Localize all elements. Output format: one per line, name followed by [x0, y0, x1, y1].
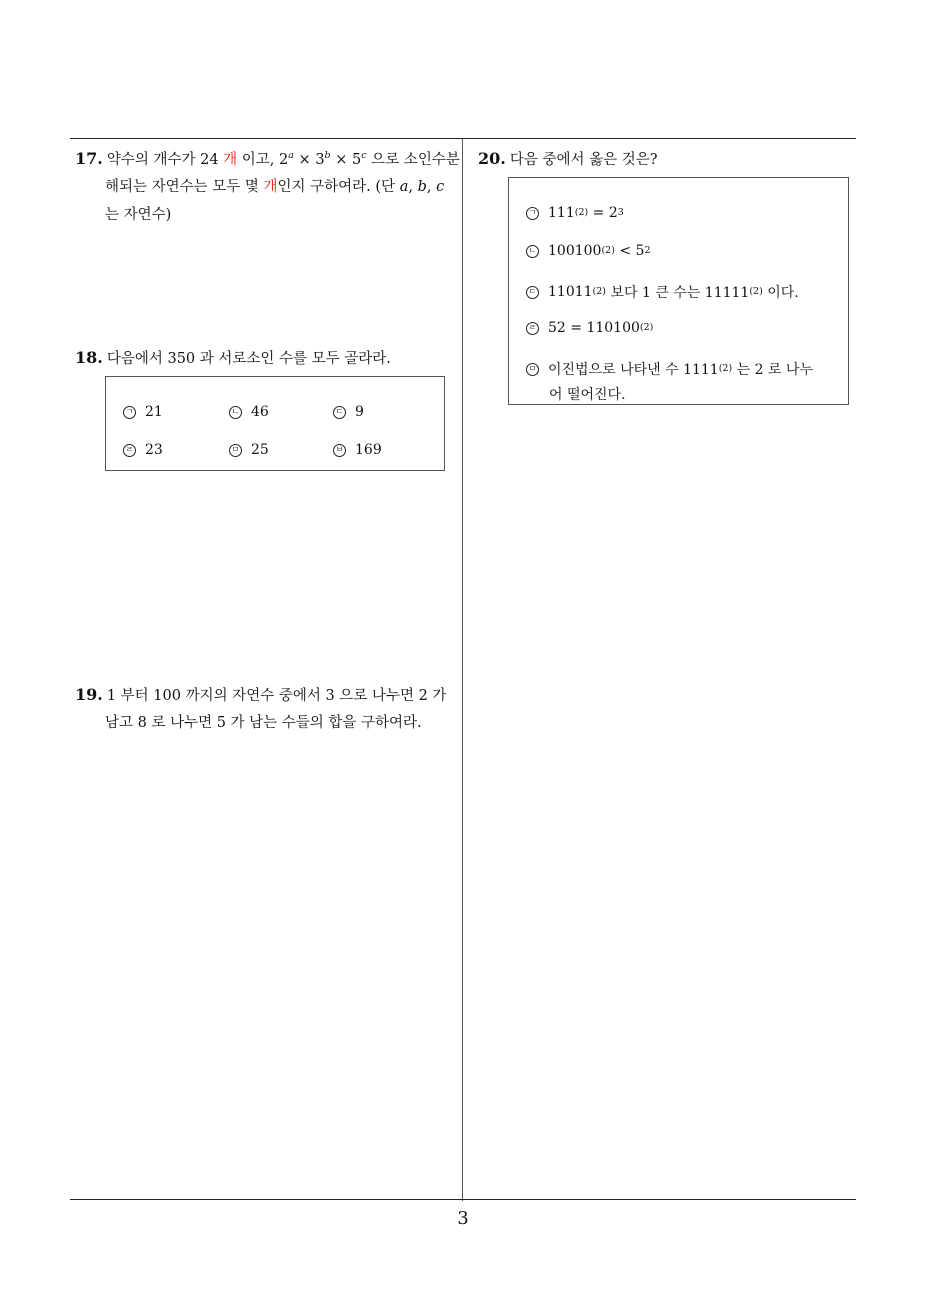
- q20-text: 다음 중에서 옳은 것은?: [509, 152, 658, 168]
- q17-text-2: 해되는 자연수는 모두 몇: [105, 179, 264, 195]
- circled-mark-icon: ㄹ: [526, 322, 539, 335]
- q20-choice-5-cont: 어 떨어진다.: [549, 387, 626, 403]
- question-number: 20.: [478, 149, 506, 168]
- circled-mark-icon: ㄱ: [526, 207, 539, 220]
- q17-highlight-1: 개: [223, 152, 238, 168]
- circled-mark-icon: ㄴ: [229, 406, 242, 419]
- circled-mark-icon: ㅂ: [333, 444, 346, 457]
- q18-choice-4: ㄹ 23: [123, 442, 163, 458]
- q19-text-2: 남고 8 로 나누면 5 가 남는 수들의 합을 구하여라.: [105, 715, 422, 731]
- circled-mark-icon: ㄷ: [526, 286, 539, 299]
- question-number: 17.: [75, 149, 103, 168]
- question-19: [75, 681, 460, 741]
- question-20: [478, 145, 853, 175]
- q20-choice-4: ㄹ 52 = 110100 (2): [526, 320, 653, 336]
- circled-mark-icon: ㄴ: [526, 245, 539, 258]
- circled-mark-icon: ㄷ: [333, 406, 346, 419]
- q17-text-3: 는 자연수): [105, 207, 172, 223]
- q17-highlight-2: 개: [263, 179, 278, 195]
- circled-mark-icon: ㅁ: [526, 363, 539, 376]
- q17-expression: $2^a \times 3^b \times 5^c$: [279, 150, 367, 168]
- top-rule: [70, 138, 856, 139]
- question-18: [75, 344, 460, 374]
- question-17: 17. 약수의 개수가 24 개 이고, $2^a \times 3^b \times 5^c$ 으로 소인수분 해되는 자연수는 모두 몇 개인지 구하여라. (단 a, b, c 는 자연수): [75, 149, 460, 223]
- q20-choice-box: [508, 177, 849, 405]
- circled-mark-icon: ㄹ: [123, 444, 136, 457]
- q18-choice-1: ㄱ 21: [123, 404, 163, 420]
- q18-choice-2: ㄴ 46: [229, 404, 269, 420]
- bottom-rule: [70, 1199, 856, 1200]
- q17-text-1: 약수의 개수가 24: [106, 152, 224, 168]
- q18-choice-5: ㅁ 25: [229, 442, 269, 458]
- q20-choice-2: ㄴ 100100 (2) < 5 2: [526, 243, 651, 259]
- page-number: 3: [457, 1208, 469, 1229]
- q18-text: 다음에서 350 과 서로소인 수를 모두 골라라.: [106, 351, 391, 367]
- circled-mark-icon: ㄱ: [123, 406, 136, 419]
- column-divider: [462, 139, 463, 1201]
- q18-choice-6: ㅂ 169: [333, 442, 382, 458]
- q20-choice-1: ㄱ 111 (2) = 2 3: [526, 205, 624, 221]
- q18-choice-3: ㄷ 9: [333, 404, 364, 420]
- question-number: 19.: [75, 685, 103, 704]
- q19-text-1: 1 부터 100 까지의 자연수 중에서 3 으로 나누면 2 가: [106, 688, 447, 704]
- q18-choice-box: [105, 376, 445, 471]
- circled-mark-icon: ㅁ: [229, 444, 242, 457]
- q20-choice-5: ㅁ 이진법으로 나타낸 수 1111 (2) 는 2 로 나누: [526, 359, 813, 379]
- question-number: 18.: [75, 348, 103, 367]
- q20-choice-3: ㄷ 11011 (2) 보다 1 큰 수는 11111 (2) 이다.: [526, 282, 799, 302]
